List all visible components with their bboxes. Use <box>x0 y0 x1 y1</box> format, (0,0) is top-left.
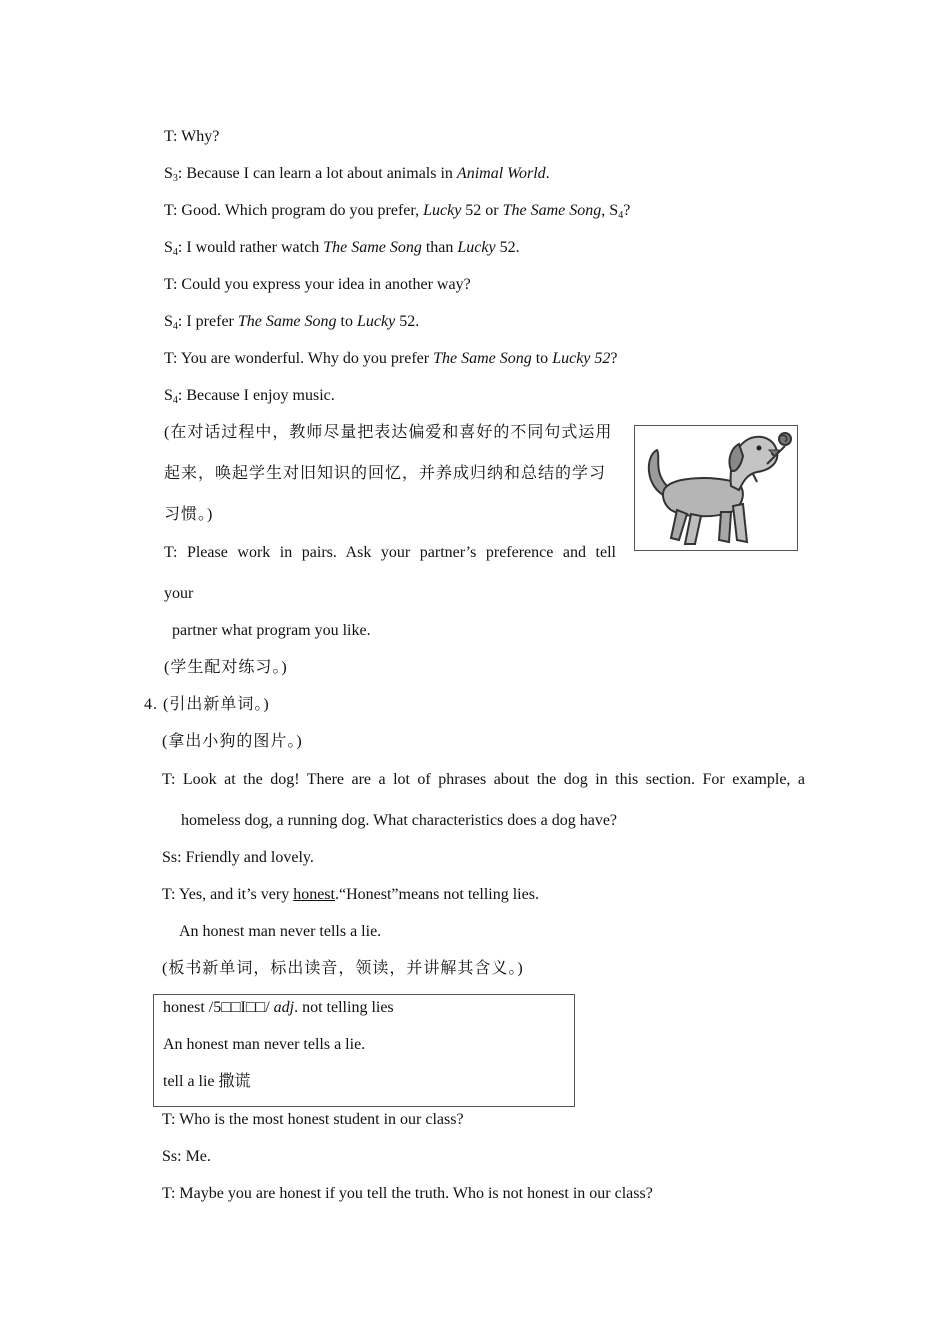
s4-music-line: $S_4$: Because I enjoy music. <box>164 387 335 406</box>
board-note: (板书新单词，标出读音，领读，并讲解其含义。) <box>162 960 524 977</box>
vocab-phrase: tell a lie 撒谎 <box>163 1073 251 1090</box>
dog-with-rose-icon <box>635 426 797 550</box>
s4-rather-line: $S_4$: I would rather watch The Same Song than Lucky 52. <box>164 239 520 258</box>
picture-note: (拿出小狗的图片。) <box>162 733 303 750</box>
example-sentence: An honest man never tells a lie. <box>179 923 382 940</box>
t-maybe-line: T: Maybe you are honest if you tell the truth. Who is not honest in our class? <box>162 1185 653 1202</box>
honest-keyword: honest <box>293 886 335 903</box>
t-wonderful-line: T: You are wonderful. Why do you prefer The Same Song to Lucky 52? <box>164 350 618 367</box>
vocabulary-box <box>153 994 575 1107</box>
student-pair-note: (学生配对练习。) <box>164 659 288 676</box>
t-who-line: T: Who is the most honest student in our class? <box>162 1111 464 1128</box>
ss-friendly-line: Ss: Friendly and lovely. <box>162 849 314 866</box>
vocab-definition: honest /5□□I□□/ adj. not telling lies <box>163 999 394 1016</box>
s3-line: $S_3$: Because I can learn a lot about animals in Animal World. <box>164 165 550 184</box>
t-could-line: T: Could you express your idea in another way? <box>164 276 471 293</box>
t-honest-line: T: Yes, and it’s very honest.“Honest”means not telling lies. <box>162 886 539 903</box>
t-good-line: T: Good. Which program do you prefer, Lucky 52 or The Same Song, $S_4$? <box>164 202 631 221</box>
ss-me-line: Ss: Me. <box>162 1148 211 1165</box>
s4-prefer-line: $S_4$: I prefer The Same Song to Lucky 52. <box>164 313 420 332</box>
dog-picture <box>634 425 798 551</box>
vocab-example: An honest man never tells a lie. <box>163 1036 366 1053</box>
t-why: T: Why? <box>164 128 220 145</box>
section-4-heading: 4. (引出新单词。) <box>144 696 270 713</box>
